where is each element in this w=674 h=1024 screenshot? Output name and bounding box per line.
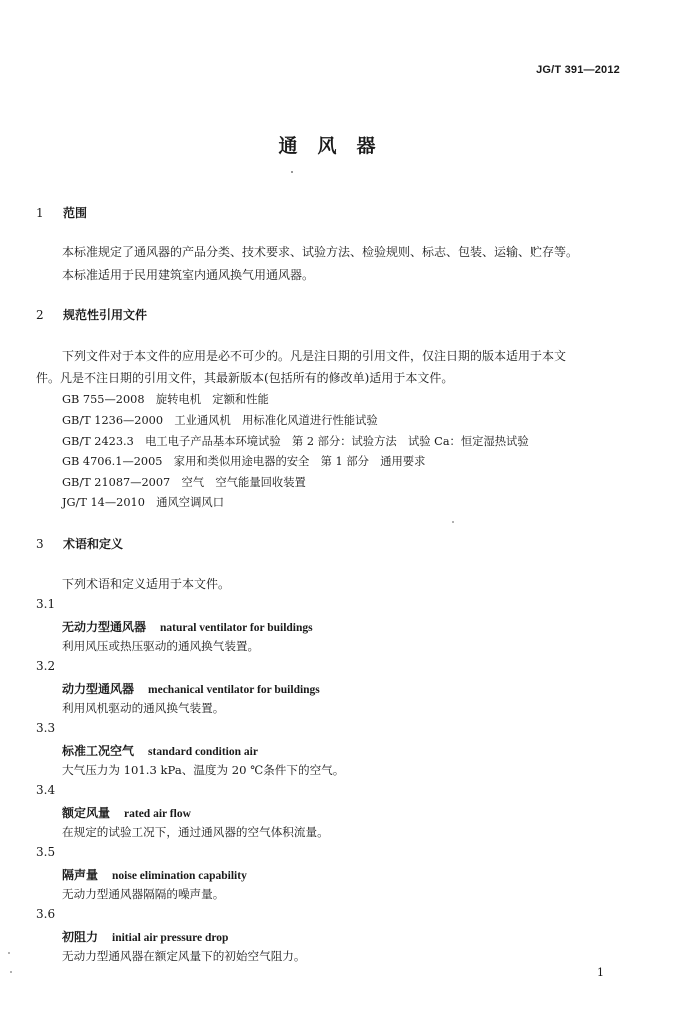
- reference-item: GB/T 2423.3 电工电子产品基本环境试验 第 2 部分：试验方法 试验 Ca：恒定湿热试验: [62, 435, 529, 448]
- term-number: 3.6: [36, 907, 56, 921]
- section-2-heading: [36, 306, 147, 323]
- term-cn: 标准工况空气: [62, 744, 135, 758]
- term-cn: 初阻力: [62, 930, 99, 944]
- section-title: 规范性引用文件: [63, 308, 148, 322]
- term-heading: [62, 742, 258, 759]
- term-cn: 额定风量: [62, 806, 111, 820]
- section-2-intro-line-1: 下列文件对于本文件的应用是必不可少的。凡是注日期的引用文件，仅注日期的版本适用于本文: [62, 349, 567, 363]
- section-1-para-1: 本标准规定了通风器的产品分类、技术要求、试验方法、检验规则、标志、包装、运输、贮存等。: [62, 245, 579, 259]
- section-number: 1: [36, 206, 44, 220]
- term-definition: 在规定的试验工况下，通过通风器的空气体积流量。: [62, 825, 329, 839]
- reference-item: GB/T 1236—2000 工业通风机 用标准化风道进行性能试验: [62, 414, 378, 427]
- section-title: 范围: [63, 206, 88, 220]
- section-3-intro: 下列术语和定义适用于本文件。: [62, 577, 231, 591]
- term-cn: 动力型通风器: [62, 682, 135, 696]
- term-number: 3.4: [36, 783, 56, 797]
- reference-item: JG/T 14—2010 通风空调风口: [62, 496, 224, 509]
- term-heading: [62, 618, 313, 635]
- term-definition: 利用风压或热压驱动的通风换气装置。: [62, 639, 260, 653]
- term-en: standard condition air: [148, 746, 258, 758]
- standard-number-header: JG/T 391—2012: [536, 64, 620, 76]
- section-3-heading: [36, 535, 123, 552]
- section-1-para-2: 本标准适用于民用建筑室内通风换气用通风器。: [62, 268, 315, 282]
- scan-speck: [10, 971, 12, 973]
- page-number: 1: [597, 966, 604, 979]
- term-number: 3.2: [36, 659, 56, 673]
- term-en: noise elimination capability: [112, 870, 247, 882]
- term-definition: 无动力型通风器隔隔的噪声量。: [62, 887, 225, 901]
- section-title: 术语和定义: [63, 537, 124, 551]
- term-heading: [62, 866, 247, 883]
- term-heading: [62, 804, 191, 821]
- document-title: 通风器: [278, 135, 396, 157]
- scan-speck: [8, 952, 10, 954]
- reference-item: GB/T 21087—2007 空气 空气能量回收装置: [62, 476, 306, 489]
- section-1-heading: [36, 204, 87, 221]
- section-number: 3: [36, 537, 44, 551]
- term-number: 3.1: [36, 597, 56, 611]
- term-en: natural ventilator for buildings: [160, 622, 313, 634]
- term-cn: 无动力型通风器: [62, 620, 147, 634]
- section-2-intro-line-2: 件。凡是不注日期的引用文件，其最新版本(包括所有的修改单)适用于本文件。: [36, 371, 454, 385]
- title-mark: [291, 171, 293, 173]
- reference-item: GB 4706.1—2005 家用和类似用途电器的安全 第 1 部分 通用要求: [62, 455, 426, 468]
- term-en: rated air flow: [124, 808, 191, 820]
- section-number: 2: [36, 308, 44, 322]
- term-en: initial air pressure drop: [112, 932, 229, 944]
- term-number: 3.5: [36, 845, 56, 859]
- term-definition: 大气压力为 101.3 kPa、温度为 20 ℃条件下的空气。: [62, 763, 345, 777]
- term-cn: 隔声量: [62, 868, 99, 882]
- reference-item: GB 755—2008 旋转电机 定额和性能: [62, 393, 269, 406]
- term-heading: [62, 928, 228, 945]
- term-heading: [62, 680, 320, 697]
- term-definition: 利用风机驱动的通风换气装置。: [62, 701, 225, 715]
- term-en: mechanical ventilator for buildings: [148, 684, 320, 696]
- term-number: 3.3: [36, 721, 56, 735]
- scan-speck: [452, 521, 454, 523]
- term-definition: 无动力型通风器在额定风量下的初始空气阻力。: [62, 949, 306, 963]
